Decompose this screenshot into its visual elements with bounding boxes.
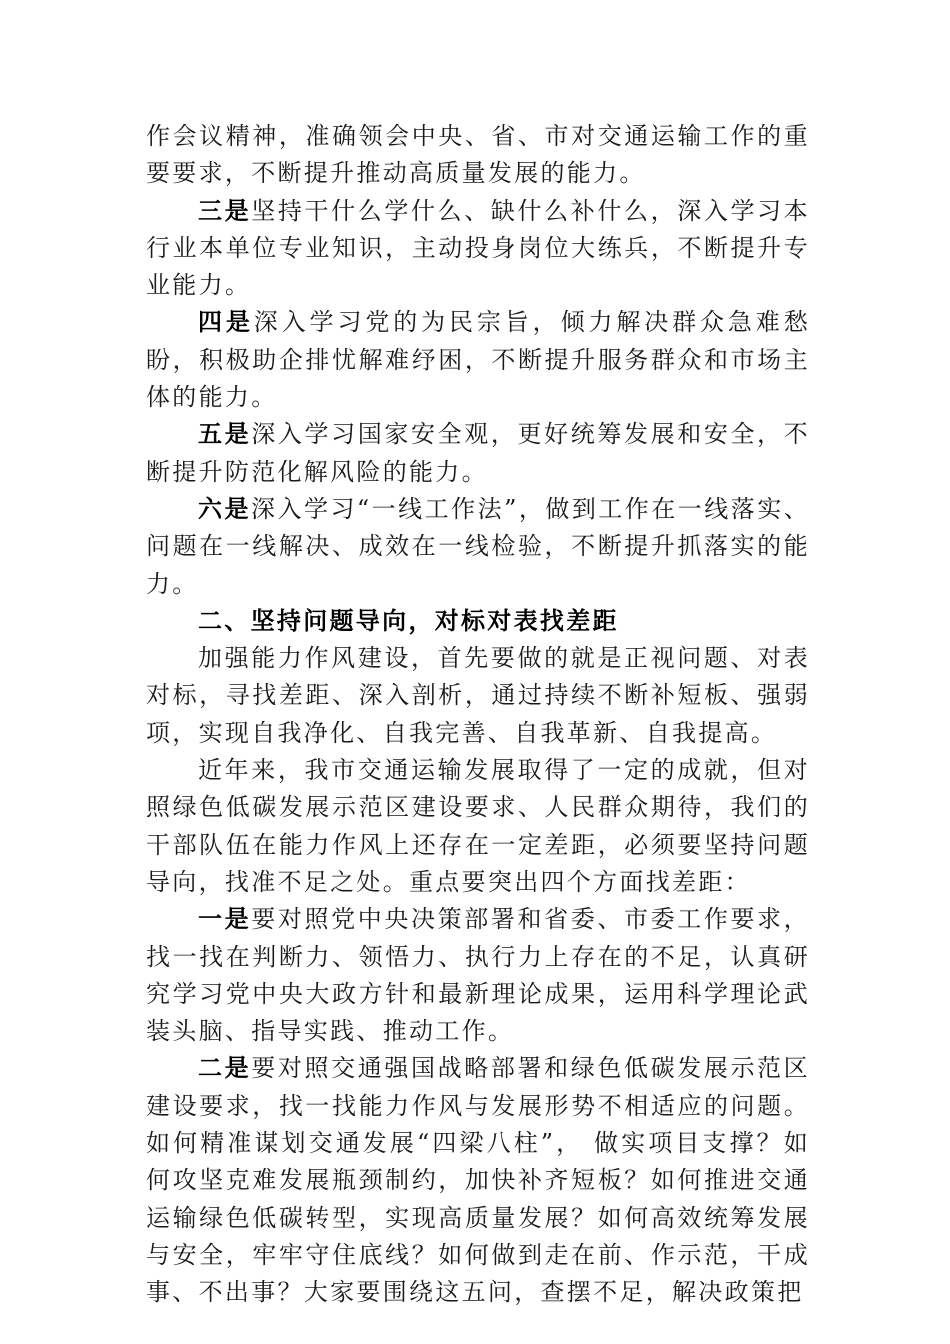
paragraph-gap-two <box>146 1050 810 1311</box>
paragraph-text: 作会议精神，准确领会中央、省、市对交通运输工作的重要要求，不断提升推动高质量发展的能力。 <box>146 122 810 188</box>
paragraph-text: 要对照党中央决策部署和省委、市委工作要求，找一找在判断力、领悟力、执行力上存在的不足，认真研究学习党中央大政方针和最新理论成果，运用科学理论武装头脑、指导实践、推动工作。 <box>146 905 810 1046</box>
paragraph-intro <box>146 640 810 752</box>
section-heading: 二、坚持问题导向，对标对表找差距 <box>198 606 619 635</box>
paragraph-lead: 五是 <box>198 420 252 449</box>
paragraph-lead: 六是 <box>198 494 251 523</box>
paragraph-lead: 三是 <box>198 196 252 225</box>
paragraph-point-four <box>146 304 810 416</box>
paragraph-lead: 四是 <box>198 308 254 337</box>
paragraph-text: 深入学习“一线工作法”，做到工作在一线落实、问题在一线解决、成效在一线检验，不断提升抓落实的能力。 <box>146 494 811 598</box>
paragraph-text: 深入学习党的为民宗旨，倾力解决群众急难愁盼，积极助企排忧解难纾困，不断提升服务群众和市场主体的能力。 <box>146 308 810 412</box>
document-body <box>146 118 810 1312</box>
paragraph-point-five <box>146 416 810 491</box>
paragraph-background <box>146 752 810 901</box>
paragraph-text: 深入学习国家安全观，更好统筹发展和安全，不断提升防范化解风险的能力。 <box>146 420 810 486</box>
paragraph-point-six <box>146 491 810 603</box>
paragraph-text: 要对照交通强国战略部署和绿色低碳发展示范区建设要求，找一找能力作风与发展形势不相适应的问题。如何精准谋划交通发展“四梁八柱”， 做实项目支撑？如何攻坚克难发展瓶颈制约，加快补齐短板？如何推进交通运输绿色低碳转型，实现高质量发展？如何高效统筹发展与安全，牢牢守住底线？如何做到走在前、作示范，干成事、不出事？大家要围绕这五问，查摆不足，解决政策把 <box>146 1054 810 1307</box>
paragraph-continuation <box>146 118 810 193</box>
paragraph-text: 近年来，我市交通运输发展取得了一定的成就，但对照绿色低碳发展示范区建设要求、人民群众期待，我们的干部队伍在能力作风上还存在一定差距，必须要坚持问题导向，找准不足之处。重点要突出四个方面找差距： <box>146 756 810 896</box>
paragraph-point-three <box>146 193 810 305</box>
paragraph-lead: 二是 <box>198 1054 252 1083</box>
paragraph-gap-one <box>146 901 810 1050</box>
paragraph-text: 加强能力作风建设，首先要做的就是正视问题、对表对标，寻找差距、深入剖析，通过持续不断补短板、强弱项，实现自我净化、自我完善、自我革新、自我提高。 <box>146 644 810 747</box>
paragraph-text: 坚持干什么学什么、缺什么补什么，深入学习本行业本单位专业知识，主动投身岗位大练兵，不断提升专业能力。 <box>146 196 810 300</box>
paragraph-lead: 一是 <box>198 905 252 934</box>
